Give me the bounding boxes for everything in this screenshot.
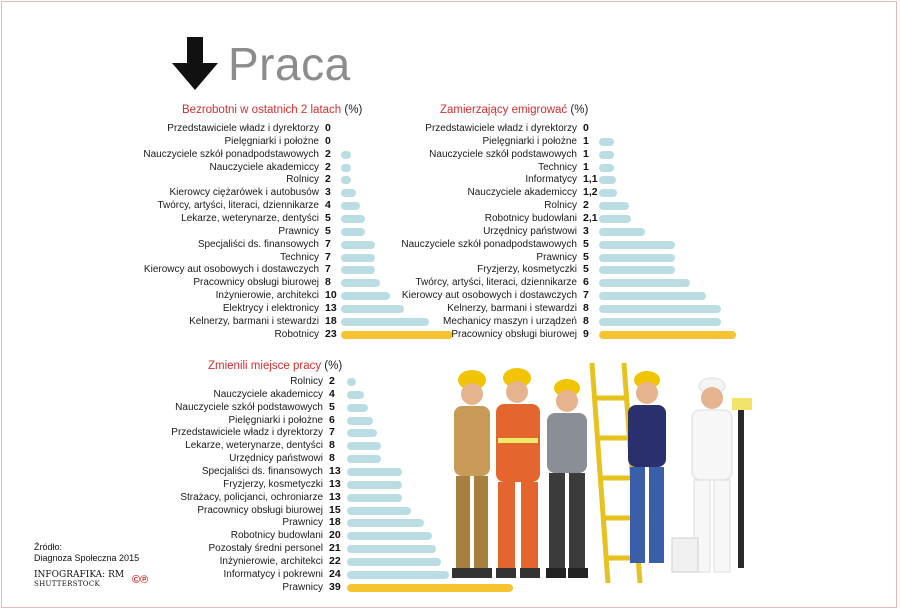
chart-2-value-nauczyciele-szkol-ponadpodstawowych: 5: [583, 237, 589, 250]
chart-unit-label: (%): [321, 360, 343, 372]
chart-3-value-robotnicy-budowlani: 20: [329, 529, 341, 542]
chart-3-value-lekarze-weterynarze-dentysci: 8: [329, 439, 335, 452]
chart-3-value-pozostaly-sredni-personel: 21: [329, 542, 341, 555]
chart-3-label-specjalisci-ds-finansowych: Specjaliści ds. finansowych: [201, 465, 323, 477]
chart-3-bar-pozostaly-sredni-personel: [347, 545, 436, 553]
credit-infographic: INFOGRAFIKA: RM: [34, 570, 125, 580]
chart-3-bar-przedstawiciele-wladz-i-dyrektorzy: [347, 429, 377, 437]
chart-1-label-pielegniarki-i-polozne: Pielęgniarki i położne: [224, 135, 319, 147]
chart-2-value-nauczyciele-akademiccy: 1,2: [583, 186, 598, 199]
chart-1-value-inzynierowie-architekci: 10: [325, 289, 337, 302]
chart-2-bar-prawnicy: [599, 254, 675, 262]
chart-3-label-nauczyciele-szkol-podstawowych: Nauczyciele szkół podstawowych: [175, 401, 323, 413]
chart-2-value-mechanicy-maszyn-i-urzadzen: 8: [583, 314, 589, 327]
chart-1-bar-nauczyciele-akademiccy: [341, 164, 351, 172]
chart-2-bar-technicy: [599, 164, 614, 172]
chart-3-value-nauczyciele-szkol-podstawowych: 5: [329, 400, 335, 413]
chart-3-label-prawnicy: Prawnicy: [282, 517, 323, 529]
chart-1-bar-kierowcy-aut-osobowych-i-dostawczych: [341, 266, 375, 274]
chart-1-value-lekarze-weterynarze-dentysci: 5: [325, 211, 331, 224]
chart-3-label-przedstawiciele-wladz-i-dyrektorzy: Przedstawiciele władz i dyrektorzy: [171, 427, 323, 439]
chart-3-bar-robotnicy-budowlani: [347, 532, 432, 540]
chart-1-label-lekarze-weterynarze-dentysci: Lekarze, weterynarze, dentyści: [181, 212, 319, 224]
chart-3-value-prawnicy: 39: [329, 580, 341, 593]
chart-1-label-elektrycy-i-elektronicy: Elektrycy i elektronicy: [222, 302, 319, 314]
chart-2-bar-pielegniarki-i-polozne: [599, 138, 614, 146]
chart-1-bar-elektrycy-i-elektronicy: [341, 305, 404, 313]
chart-3-value-nauczyciele-akademiccy: 4: [329, 387, 335, 400]
chart-1-label-kierowcy-aut-osobowych-i-dostawczych: Kierowcy aut osobowych i dostawczych: [143, 264, 319, 276]
chart-2-value-tworcy-artysci-literaci-dziennikarze: 6: [583, 276, 589, 289]
chart-2-bar-tworcy-artysci-literaci-dziennikarze: [599, 279, 690, 287]
chart-1-label-kierowcy-ciezarowek-i-autobusow: Kierowcy ciężarówek i autobusów: [169, 187, 319, 199]
chart-3-label-rolnicy: Rolnicy: [290, 376, 323, 387]
chart-3-value-przedstawiciele-wladz-i-dyrektorzy: 7: [329, 426, 335, 439]
chart-3-label-pozostaly-sredni-personel: Pozostały średni personel: [208, 543, 323, 555]
chart-2-label-pielegniarki-i-polozne: Pielęgniarki i położne: [482, 135, 577, 147]
chart-1-value-pracownicy-obslugi-biurowej: 8: [325, 276, 331, 289]
chart-3-bar-strazacy-policjanci-ochroniarze: [347, 494, 402, 502]
chart-2-value-informatycy: 1,1: [583, 173, 598, 186]
chart-2-bar-informatycy: [599, 176, 616, 184]
chart-1-label-prawnicy: Prawnicy: [278, 225, 319, 237]
chart-1-value-tworcy-artysci-literaci-dziennikarze: 4: [325, 199, 331, 212]
worker-3: [546, 379, 588, 578]
chart-2-bar-fryzjerzy-kosmetyczki: [599, 266, 675, 274]
chart-1-value-kierowcy-ciezarowek-i-autobusow: 3: [325, 186, 331, 199]
chart-3-label-pracownicy-obslugi-biurowej: Pracownicy obsługi biurowej: [197, 504, 323, 516]
chart-3-label-robotnicy-budowlani: Robotnicy budowlani: [230, 530, 323, 542]
source-note: [34, 542, 139, 564]
chart-1-label-rolnicy: Rolnicy: [286, 174, 319, 186]
credit-note: [34, 571, 124, 589]
chart-2-value-nauczyciele-szkol-podstawowych: 1: [583, 147, 589, 160]
chart-1-bar-prawnicy: [341, 228, 365, 236]
chart-3-label-urzednicy-panstwowi: Urzędnicy państwowi: [229, 453, 323, 465]
chart-2-label-informatycy: Informatycy: [525, 174, 577, 186]
chart-1-label-nauczyciele-akademiccy: Nauczyciele akademiccy: [209, 161, 319, 173]
chart-3-label-fryzjerzy-kosmetyczki: Fryzjerzy, kosmetyczki: [223, 478, 323, 490]
chart-1-bar-technicy: [341, 254, 375, 262]
chart-3-bar-pielegniarki-i-polozne: [347, 417, 373, 425]
chart-3-bar-prawnicy: [347, 519, 424, 527]
chart-1-label-przedstawiciele-wladz-i-dyrektorzy: Przedstawiciele władz i dyrektorzy: [167, 123, 319, 134]
chart-2-bar-robotnicy-budowlani: [599, 215, 631, 223]
worker-1: [452, 370, 492, 578]
chart-3-value-pielegniarki-i-polozne: 6: [329, 413, 335, 426]
chart-2-value-urzednicy-panstwowi: 3: [583, 224, 589, 237]
chart-3-label-lekarze-weterynarze-dentysci: Lekarze, weterynarze, dentyści: [185, 440, 323, 452]
chart-1-label-nauczyciele-szkol-ponadpodstawowych: Nauczyciele szkół ponadpodstawowych: [143, 148, 319, 160]
worker-2: [496, 368, 540, 578]
chart-1-bar-specjalisci-ds-finansowych: [341, 241, 375, 249]
chart-1-value-technicy: 7: [325, 250, 331, 263]
chart-2-bar-nauczyciele-szkol-ponadpodstawowych: [599, 241, 675, 249]
chart-1-value-robotnicy: 23: [325, 327, 337, 340]
chart-3-value-informatycy-i-pokrewni: 24: [329, 567, 341, 580]
chart-3-value-pracownicy-obslugi-biurowej: 15: [329, 503, 341, 516]
chart-2-label-prawnicy: Prawnicy: [536, 251, 577, 263]
page-title: Praca: [228, 38, 351, 90]
chart-1-bar-tworcy-artysci-literaci-dziennikarze: [341, 202, 360, 210]
chart-unit-label: (%): [567, 104, 589, 116]
chart-1-label-specjalisci-ds-finansowych: Specjaliści ds. finansowych: [197, 238, 319, 250]
chart-3-bar-inzynierowie-architekci: [347, 558, 441, 566]
chart-2-label-mechanicy-maszyn-i-urzadzen: Mechanicy maszyn i urządzeń: [443, 315, 577, 327]
chart-3-bar-rolnicy: [347, 378, 356, 386]
chart-2-label-przedstawiciele-wladz-i-dyrektorzy: Przedstawiciele władz i dyrektorzy: [425, 123, 577, 134]
chart-2-label-fryzjerzy-kosmetyczki: Fryzjerzy, kosmetyczki: [477, 264, 577, 276]
chart-2-bar-rolnicy: [599, 202, 629, 210]
chart-1-value-pielegniarki-i-polozne: 0: [325, 134, 331, 147]
chart-3-bar-urzednicy-panstwowi: [347, 455, 381, 463]
chart-3-value-prawnicy: 18: [329, 516, 341, 529]
source-name: Diagnoza Społeczna 2015: [34, 553, 140, 563]
chart-1-title: [182, 104, 362, 116]
chart-1-bar-nauczyciele-szkol-ponadpodstawowych: [341, 151, 351, 159]
chart-2-label-technicy: Technicy: [538, 161, 577, 173]
chart-2-value-przedstawiciele-wladz-i-dyrektorzy: 0: [583, 122, 589, 134]
chart-2-value-kelnerzy-barmani-i-stewardzi: 8: [583, 301, 589, 314]
chart-2-label-tworcy-artysci-literaci-dziennikarze: Twórcy, artyści, literaci, dziennikarze: [415, 277, 577, 289]
chart-1-bar-rolnicy: [341, 176, 351, 184]
worker-5: [672, 378, 752, 572]
workers-illustration: [432, 358, 762, 588]
chart-2-label-nauczyciele-szkol-ponadpodstawowych: Nauczyciele szkół ponadpodstawowych: [401, 238, 577, 250]
credit-photo: SHUTTERSTOCK: [34, 580, 101, 588]
chart-2-bar-kierowcy-aut-osobowych-i-dostawczych: [599, 292, 706, 300]
chart-2-bar-pracownicy-obslugi-biurowej: [599, 331, 736, 339]
chart-3-label-pielegniarki-i-polozne: Pielęgniarki i położne: [228, 414, 323, 426]
chart-3-label-prawnicy: Prawnicy: [282, 581, 323, 593]
chart-2-label-kelnerzy-barmani-i-stewardzi: Kelnerzy, barmani i stewardzi: [447, 302, 577, 314]
chart-2-label-rolnicy: Rolnicy: [544, 200, 577, 212]
chart-2-value-fryzjerzy-kosmetyczki: 5: [583, 263, 589, 276]
chart-title-text: Zmienili miejsce pracy: [208, 360, 322, 372]
chart-2-label-kierowcy-aut-osobowych-i-dostawczych: Kierowcy aut osobowych i dostawczych: [401, 290, 577, 302]
chart-1-label-inzynierowie-architekci: Inżynierowie, architekci: [215, 290, 319, 302]
chart-1-label-robotnicy: Robotnicy: [274, 328, 319, 340]
chart-2-label-robotnicy-budowlani: Robotnicy budowlani: [484, 212, 577, 224]
chart-3-bar-lekarze-weterynarze-dentysci: [347, 442, 381, 450]
chart-2-bar-nauczyciele-akademiccy: [599, 189, 617, 197]
chart-1-bar-kelnerzy-barmani-i-stewardzi: [341, 318, 429, 326]
chart-1-bar-robotnicy: [341, 331, 453, 339]
chart-3-value-strazacy-policjanci-ochroniarze: 13: [329, 490, 341, 503]
chart-2-value-pielegniarki-i-polozne: 1: [583, 134, 589, 147]
chart-3-label-inzynierowie-architekci: Inżynierowie, architekci: [219, 555, 323, 567]
chart-3-bar-specjalisci-ds-finansowych: [347, 468, 402, 476]
chart-2-label-nauczyciele-akademiccy: Nauczyciele akademiccy: [467, 187, 577, 199]
chart-1-value-nauczyciele-szkol-ponadpodstawowych: 2: [325, 147, 331, 160]
chart-1-value-kelnerzy-barmani-i-stewardzi: 18: [325, 314, 337, 327]
chart-2-value-rolnicy: 2: [583, 199, 589, 212]
chart-1-label-tworcy-artysci-literaci-dziennikarze: Twórcy, artyści, literaci, dziennikarze: [157, 200, 319, 212]
chart-2-value-pracownicy-obslugi-biurowej: 9: [583, 327, 589, 340]
chart-2-label-urzednicy-panstwowi: Urzędnicy państwowi: [483, 225, 577, 237]
chart-1-value-prawnicy: 5: [325, 224, 331, 237]
chart-3-value-urzednicy-panstwowi: 8: [329, 452, 335, 465]
chart-2-bar-kelnerzy-barmani-i-stewardzi: [599, 305, 721, 313]
chart-title-text: Zamierzający emigrować: [440, 104, 568, 116]
chart-3-bar-nauczyciele-szkol-podstawowych: [347, 404, 368, 412]
chart-2-value-robotnicy-budowlani: 2,1: [583, 211, 598, 224]
chart-2-title: [440, 104, 588, 116]
chart-1-bar-lekarze-weterynarze-dentysci: [341, 215, 365, 223]
chart-3-value-inzynierowie-architekci: 22: [329, 554, 341, 567]
chart-2-bar-mechanicy-maszyn-i-urzadzen: [599, 318, 721, 326]
chart-1-label-technicy: Technicy: [280, 251, 319, 263]
chart-1-value-przedstawiciele-wladz-i-dyrektorzy: 0: [325, 122, 331, 134]
chart-1-bar-inzynierowie-architekci: [341, 292, 390, 300]
source-label: Źródło:: [34, 542, 63, 552]
chart-2-value-kierowcy-aut-osobowych-i-dostawczych: 7: [583, 289, 589, 302]
chart-3-bar-nauczyciele-akademiccy: [347, 391, 364, 399]
chart-3-bar-pracownicy-obslugi-biurowej: [347, 507, 411, 515]
chart-1-value-kierowcy-aut-osobowych-i-dostawczych: 7: [325, 263, 331, 276]
chart-3-label-informatycy-i-pokrewni: Informatycy i pokrewni: [223, 568, 323, 580]
chart-2-bar-nauczyciele-szkol-podstawowych: [599, 151, 614, 159]
chart-2-bar-urzednicy-panstwowi: [599, 228, 645, 236]
chart-3-label-nauczyciele-akademiccy: Nauczyciele akademiccy: [213, 388, 323, 400]
chart-2-label-pracownicy-obslugi-biurowej: Pracownicy obsługi biurowej: [451, 328, 577, 340]
page-title-area: [170, 36, 351, 92]
chart-3-value-rolnicy: 2: [329, 375, 335, 387]
chart-1-bar-kierowcy-ciezarowek-i-autobusow: [341, 189, 356, 197]
chart-1-value-nauczyciele-akademiccy: 2: [325, 160, 331, 173]
chart-3-bar-fryzjerzy-kosmetyczki: [347, 481, 402, 489]
worker-4: [628, 371, 666, 563]
publisher-logo: ©℗: [132, 574, 149, 586]
chart-1-bar-pracownicy-obslugi-biurowej: [341, 279, 380, 287]
chart-title-text: Bezrobotni w ostatnich 2 latach: [182, 104, 342, 116]
chart-2-label-nauczyciele-szkol-podstawowych: Nauczyciele szkół podstawowych: [429, 148, 577, 160]
chart-1-value-specjalisci-ds-finansowych: 7: [325, 237, 331, 250]
arrow-down-icon: [170, 37, 220, 91]
chart-1-value-rolnicy: 2: [325, 173, 331, 186]
chart-3-value-specjalisci-ds-finansowych: 13: [329, 464, 341, 477]
chart-3-label-strazacy-policjanci-ochroniarze: Strażacy, policjanci, ochroniarze: [180, 491, 323, 503]
chart-3-value-fryzjerzy-kosmetyczki: 13: [329, 477, 341, 490]
chart-3-title: [208, 360, 342, 372]
chart-2-value-prawnicy: 5: [583, 250, 589, 263]
chart-unit-label: (%): [341, 104, 363, 116]
chart-1-label-kelnerzy-barmani-i-stewardzi: Kelnerzy, barmani i stewardzi: [189, 315, 319, 327]
chart-2-value-technicy: 1: [583, 160, 589, 173]
chart-1-value-elektrycy-i-elektronicy: 13: [325, 301, 337, 314]
chart-1-label-pracownicy-obslugi-biurowej: Pracownicy obsługi biurowej: [193, 277, 319, 289]
